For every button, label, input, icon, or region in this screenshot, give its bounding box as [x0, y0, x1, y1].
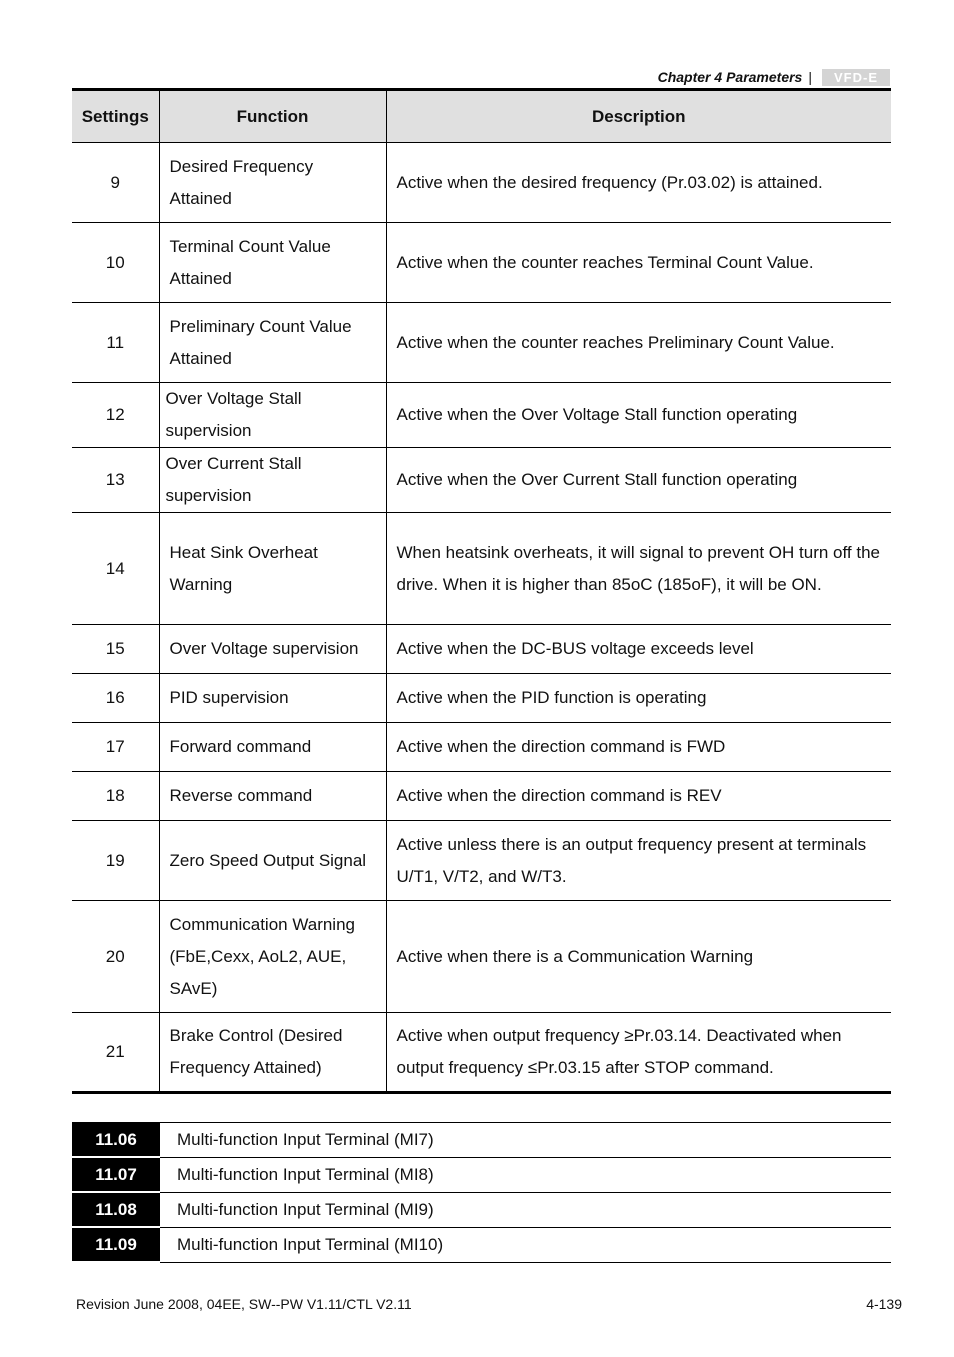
- description-cell: Active unless there is an output frequency present at terminals U/T1, V/T2, and W/T3.: [386, 821, 891, 901]
- parameter-label: Multi-function Input Terminal (MI7): [160, 1123, 891, 1158]
- table-row: [72, 223, 891, 303]
- parameter-label: Multi-function Input Terminal (MI10): [160, 1227, 891, 1262]
- parameter-code: 11.09: [72, 1227, 160, 1262]
- parameter-code: 11.08: [72, 1192, 160, 1227]
- table-row: [72, 772, 891, 821]
- parameter-label: Multi-function Input Terminal (MI9): [160, 1192, 891, 1227]
- description-cell: Active when the direction command is FWD: [386, 723, 891, 772]
- parameter-row: [72, 1123, 891, 1158]
- parameter-row: [72, 1192, 891, 1227]
- table-row: [72, 674, 891, 723]
- setting-cell: 15: [72, 625, 159, 674]
- setting-cell: 12: [72, 383, 159, 448]
- setting-cell: 14: [72, 513, 159, 625]
- description-cell: Active when the desired frequency (Pr.03.02) is attained.: [386, 143, 891, 223]
- setting-cell: 20: [72, 901, 159, 1013]
- table-row: [72, 723, 891, 772]
- parameter-code: 11.07: [72, 1157, 160, 1192]
- description-cell: Active when the DC-BUS voltage exceeds level: [386, 625, 891, 674]
- table-row: [72, 901, 891, 1013]
- table-row: [72, 448, 891, 513]
- page-footer: [76, 1296, 902, 1312]
- setting-cell: 16: [72, 674, 159, 723]
- function-cell: Communication Warning (FbE,Cexx, AoL2, AUE, SAvE): [159, 901, 386, 1013]
- parameter-row: [72, 1227, 891, 1262]
- table-row: [72, 143, 891, 223]
- description-cell: Active when output frequency ≥Pr.03.14. Deactivated when output frequency ≤Pr.03.15 after STOP command.: [386, 1013, 891, 1093]
- table-row: [72, 383, 891, 448]
- description-cell: Active when the Over Current Stall function operating: [386, 448, 891, 513]
- table-row: [72, 1013, 891, 1093]
- function-cell: Preliminary Count Value Attained: [159, 303, 386, 383]
- table-row: [72, 821, 891, 901]
- description-cell: Active when there is a Communication Warning: [386, 901, 891, 1013]
- table-row: [72, 513, 891, 625]
- setting-cell: 9: [72, 143, 159, 223]
- function-cell: Over Voltage supervision: [159, 625, 386, 674]
- page-number: 4-139: [866, 1296, 902, 1312]
- description-cell: Active when the counter reaches Terminal Count Value.: [386, 223, 891, 303]
- table-row: [72, 625, 891, 674]
- function-cell: Desired Frequency Attained: [159, 143, 386, 223]
- revision-info: Revision June 2008, 04EE, SW--PW V1.11/CTL V2.11: [76, 1296, 412, 1312]
- description-cell: Active when the direction command is REV: [386, 772, 891, 821]
- description-cell: Active when the counter reaches Preliminary Count Value.: [386, 303, 891, 383]
- function-cell: Forward command: [159, 723, 386, 772]
- table-header-row: [72, 90, 891, 143]
- function-cell: PID supervision: [159, 674, 386, 723]
- function-cell: Terminal Count Value Attained: [159, 223, 386, 303]
- settings-table: [72, 88, 891, 1094]
- parameter-list: [72, 1122, 891, 1263]
- parameter-label: Multi-function Input Terminal (MI8): [160, 1157, 891, 1192]
- function-cell: Reverse command: [159, 772, 386, 821]
- column-header-function: Function: [159, 90, 386, 143]
- setting-cell: 18: [72, 772, 159, 821]
- chapter-title: Chapter 4 Parameters: [657, 69, 803, 85]
- function-cell: Brake Control (Desired Frequency Attained): [159, 1013, 386, 1093]
- header-separator: |: [808, 69, 812, 85]
- function-cell: Over Current Stall supervision: [159, 448, 386, 513]
- setting-cell: 17: [72, 723, 159, 772]
- function-cell: Zero Speed Output Signal: [159, 821, 386, 901]
- setting-cell: 13: [72, 448, 159, 513]
- description-cell: Active when the Over Voltage Stall function operating: [386, 383, 891, 448]
- table-row: [72, 303, 891, 383]
- parameter-code: 11.06: [72, 1123, 160, 1158]
- description-cell: When heatsink overheats, it will signal to prevent OH turn off the drive. When it is higher than 85oC (185oF), it will be ON.: [386, 513, 891, 625]
- column-header-description: Description: [386, 90, 891, 143]
- page-header: [0, 66, 890, 88]
- setting-cell: 21: [72, 1013, 159, 1093]
- parameter-row: [72, 1157, 891, 1192]
- setting-cell: 19: [72, 821, 159, 901]
- function-cell: Heat Sink Overheat Warning: [159, 513, 386, 625]
- setting-cell: 11: [72, 303, 159, 383]
- column-header-settings: Settings: [72, 90, 159, 143]
- vfd-e-logo: VFD-E: [822, 69, 890, 86]
- setting-cell: 10: [72, 223, 159, 303]
- description-cell: Active when the PID function is operating: [386, 674, 891, 723]
- function-cell: Over Voltage Stall supervision: [159, 383, 386, 448]
